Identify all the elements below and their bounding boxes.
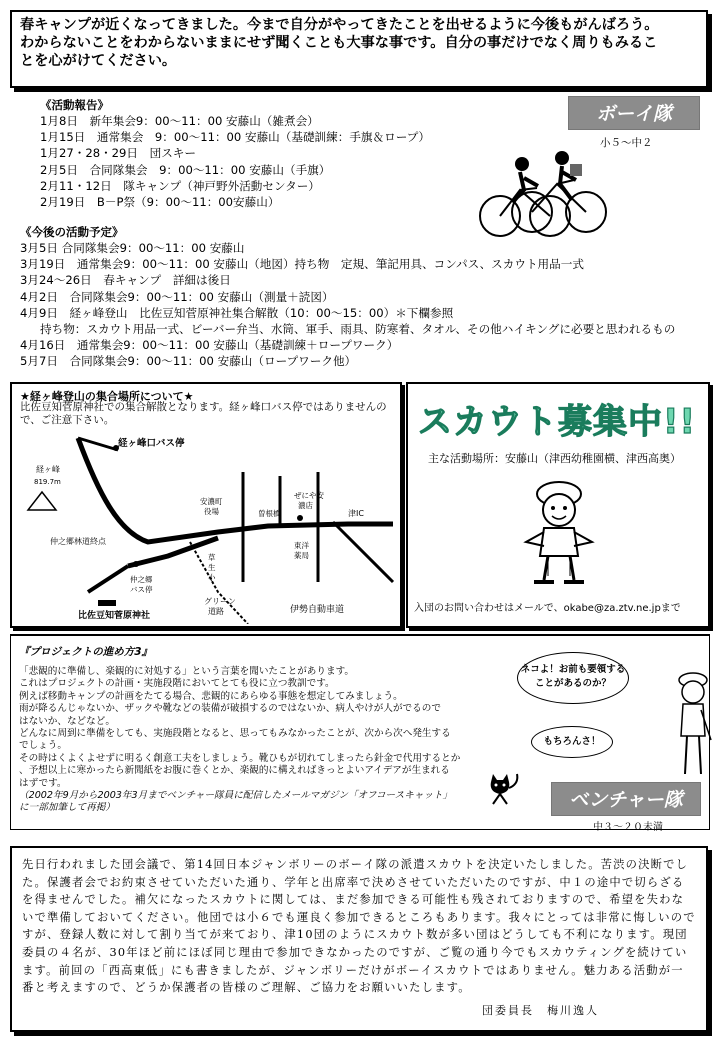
map-label-kusao-3: 小 — [208, 573, 216, 582]
map-label-kusao-2: 生 — [208, 563, 216, 572]
recruit-title: スカウト募集中!! — [418, 402, 697, 442]
map-label-bus-stop-top: 経ヶ峰口バス停 — [118, 438, 185, 449]
map-label-trail-end: 仲之郷林道終点 — [50, 537, 106, 546]
map-note: 比佐豆知菅原神社での集合解散となります。経ヶ峰口バス停ではありませんので、ご注意下さい。 — [20, 401, 387, 426]
future-schedule — [20, 224, 675, 370]
map-label-elevation: 819.7m — [34, 478, 61, 486]
project-line: 雨が降るんじゃないか、ザックや靴などの装備が破損するのではないか、病人やけが人がでるので — [19, 703, 441, 715]
project-line: でしょう。 — [19, 740, 67, 752]
top-message-line: 春キャンプが近くなってきました。今まで自分がやってきたことを出せるように今後もがんばろう。 — [20, 17, 659, 33]
meeting-place-map-box — [10, 382, 402, 628]
project-line: どんなに周到に準備をしても、実施段階となると、思ってもみなかったことが、次から次へ発生する — [19, 728, 451, 740]
map-label-anno-office: 安濃町 — [200, 497, 223, 506]
cat-illustration — [483, 770, 523, 806]
report-item: 1月27・28・29日 団スキー — [40, 146, 196, 161]
map-title: ★経ヶ峰登山の集合場所について★ — [20, 390, 194, 403]
map-label-mountain: 経ヶ峰 — [36, 465, 60, 474]
project-line: その時はくよくよせずに明るく創意工夫をしましょう。靴ひもが切れてしまったら針金で代用するとか — [19, 752, 461, 764]
map-label-soga: 曽根橋 — [258, 509, 281, 518]
map-label-tsu-ic: 津IC — [348, 509, 364, 518]
route-map — [18, 432, 398, 624]
map-label-green-road: グリーン — [204, 597, 236, 606]
schedule-item: 4月9日 経ヶ峰登山 比佐豆知菅原神社集合解散（10：00～15：00）＊下欄参照 — [20, 305, 454, 320]
boy-scout-ages: 小５～中２ — [600, 137, 653, 149]
map-label-anno-office-2: 役場 — [204, 507, 219, 516]
recruit-contact: 入団のお問い合わせはメールで、okabe@za.ztv.ne.jpまで — [414, 603, 681, 614]
committee-letter-box — [10, 846, 708, 1032]
schedule-item: 4月16日 通常集会9：00～11：00 安藤山（基礎訓練＋ロープワーク） — [20, 338, 399, 353]
boy-scout-banner: ボーイ隊 — [568, 96, 700, 130]
top-message-box — [10, 10, 708, 88]
recruitment-box — [406, 382, 710, 628]
report-item: 2月19日 B－P祭（9：00～11：00安藤山） — [40, 195, 280, 210]
report-item: 1月15日 通常集会 9：00～11：00 安藤山（基礎訓練：手旗＆ロープ） — [40, 130, 431, 145]
map-label-ise-road: 伊勢自動車道 — [290, 605, 345, 615]
map-label-toyo-2: 薬局 — [294, 551, 309, 560]
project-title: 『プロジェクトの進め方3』 — [19, 646, 153, 658]
letter-signature: 団委員長 梅川逸人 — [482, 1004, 599, 1017]
report-item: 2月5日 合同隊集会 9：00～11：00 安藤山（手旗） — [40, 162, 331, 177]
project-line: はずです。 — [19, 777, 67, 789]
speech-bubble-question: ネコよ！お前も要領することがあるのか？ — [517, 652, 629, 704]
schedule-bring-note: 持ち物：スカウト用品一式、ビーバー弁当、水筒、軍手、雨具、防寒着、タオル、その他ハイキングに必要と思われるもの — [40, 322, 676, 337]
schedule-item: 3月19日 通常集会9：00～11：00 安藤山（地図）持ち物 定規、筆記用具、コンパス、スカウト用品一式 — [20, 257, 584, 272]
report-item: 1月8日 新年集会9：00～11：00 安藤山（雑煮会） — [40, 114, 319, 128]
project-line: 例えば移動キャンプの計画をたてる場合、悲観的にあらゆる事態を想定してみましょう。 — [19, 690, 403, 702]
activity-report — [40, 97, 430, 210]
map-label-toyo: 東洋 — [294, 541, 309, 550]
map-label-zenya-2: 濃店 — [298, 501, 313, 510]
project-text — [19, 666, 479, 815]
venture-scout-ages: 中３～２０未満 — [593, 822, 663, 833]
map-label-green-road-2: 道路 — [208, 607, 224, 616]
project-line: 、予想以上に寒かったら新聞紙をお腹に巻くとか、楽観的に構えればきっとよいアイデアが生まれる — [19, 765, 450, 777]
map-label-nakanogo: 仲之郷 — [130, 575, 153, 584]
report-item: 2月11・12日 隊キャンプ（神戸野外活動センター） — [40, 178, 320, 193]
project-line: 「悲観的に準備し、楽観的に対処する」という言葉を聞いたことがあります。 — [19, 666, 355, 677]
map-label-zenya: ぜにや安 — [294, 491, 324, 500]
project-line: はないか、などなど。 — [19, 715, 115, 727]
venturer-illustration — [671, 670, 715, 780]
schedule-item: 5月7日 合同隊集会9：00～11：00 安藤山（ロープワーク他） — [20, 354, 357, 369]
top-message-line: とを心がけてください。 — [20, 53, 177, 69]
schedule-item: 3月5日 合同隊集会9：00～11：00 安藤山 — [20, 241, 245, 255]
schedule-item: 4月2日 合同隊集会9：00～11：00 安藤山（測量＋読図） — [20, 289, 334, 304]
map-label-kusao: 草 — [208, 553, 216, 562]
report-heading: 《活動報告》 — [40, 98, 109, 112]
schedule-heading: 《今後の活動予定》 — [20, 225, 124, 239]
scout-kid-illustration — [504, 476, 614, 586]
recruit-place: 主な活動場所：安藤山（津西幼稚園横、津西高奥） — [428, 452, 681, 465]
map-label-shrine: 比佐豆知菅原神社 — [78, 611, 151, 621]
project-box — [10, 634, 710, 833]
venture-scout-banner: ベンチャー隊 — [551, 782, 701, 816]
letter-text: 先日行われました団会議で、第14回日本ジャンボリーのボーイ隊の派遣スカウトを決定いたしました。苦渋の決断でした。保護者会でお約束させていただいた通り、学年と出席率で決めさせていただいたのですが、中１の途中で切らざるを得ませんでした。補欠になったスカウトに関しては、まだ参加できる可能性も残されておりますので、希望を失わないで準備しておいてください。他団では小６でも運良く参加できるところもあります。我々にとっては非常に悔しいのですが、登録人数に対して割り当てが来ており、津10団のようにスカウト数が多い団はどうしても不利になります。現団委員の４名が、30年ほど前にほぼ同じ理由で参加できなかったのですが、ご覧の通り今でもスカウティングを続けています。前回の「西高東低」にも書きましたが、ジャンボリーだけがボーイスカウトではありません。魅力ある活動が一番と考えますので、どうか保護者の皆様のご理解、ご協力をお願いいたします。 — [22, 858, 696, 995]
project-footnote: に一部加筆して再掲） — [19, 802, 115, 814]
project-footnote: （2002年9月から2003年3月までベンチャー隊員に配信したメールマガジン「オフコースキャット」 — [19, 790, 453, 802]
map-label-nakanogo-bus: バス停 — [130, 585, 153, 594]
schedule-item: 3月24～26日 春キャンプ 詳細は後日 — [20, 273, 231, 288]
project-line: これはプロジェクトの計画・実施段階においてとても役に立つ教訓です。 — [19, 678, 335, 690]
top-message-line: わからないことをわからないままにせず聞くことも大事な事です。自分の事だけでなく周りもみるこ — [20, 35, 658, 51]
speech-bubble-answer: もちろんさ！ — [531, 726, 613, 758]
